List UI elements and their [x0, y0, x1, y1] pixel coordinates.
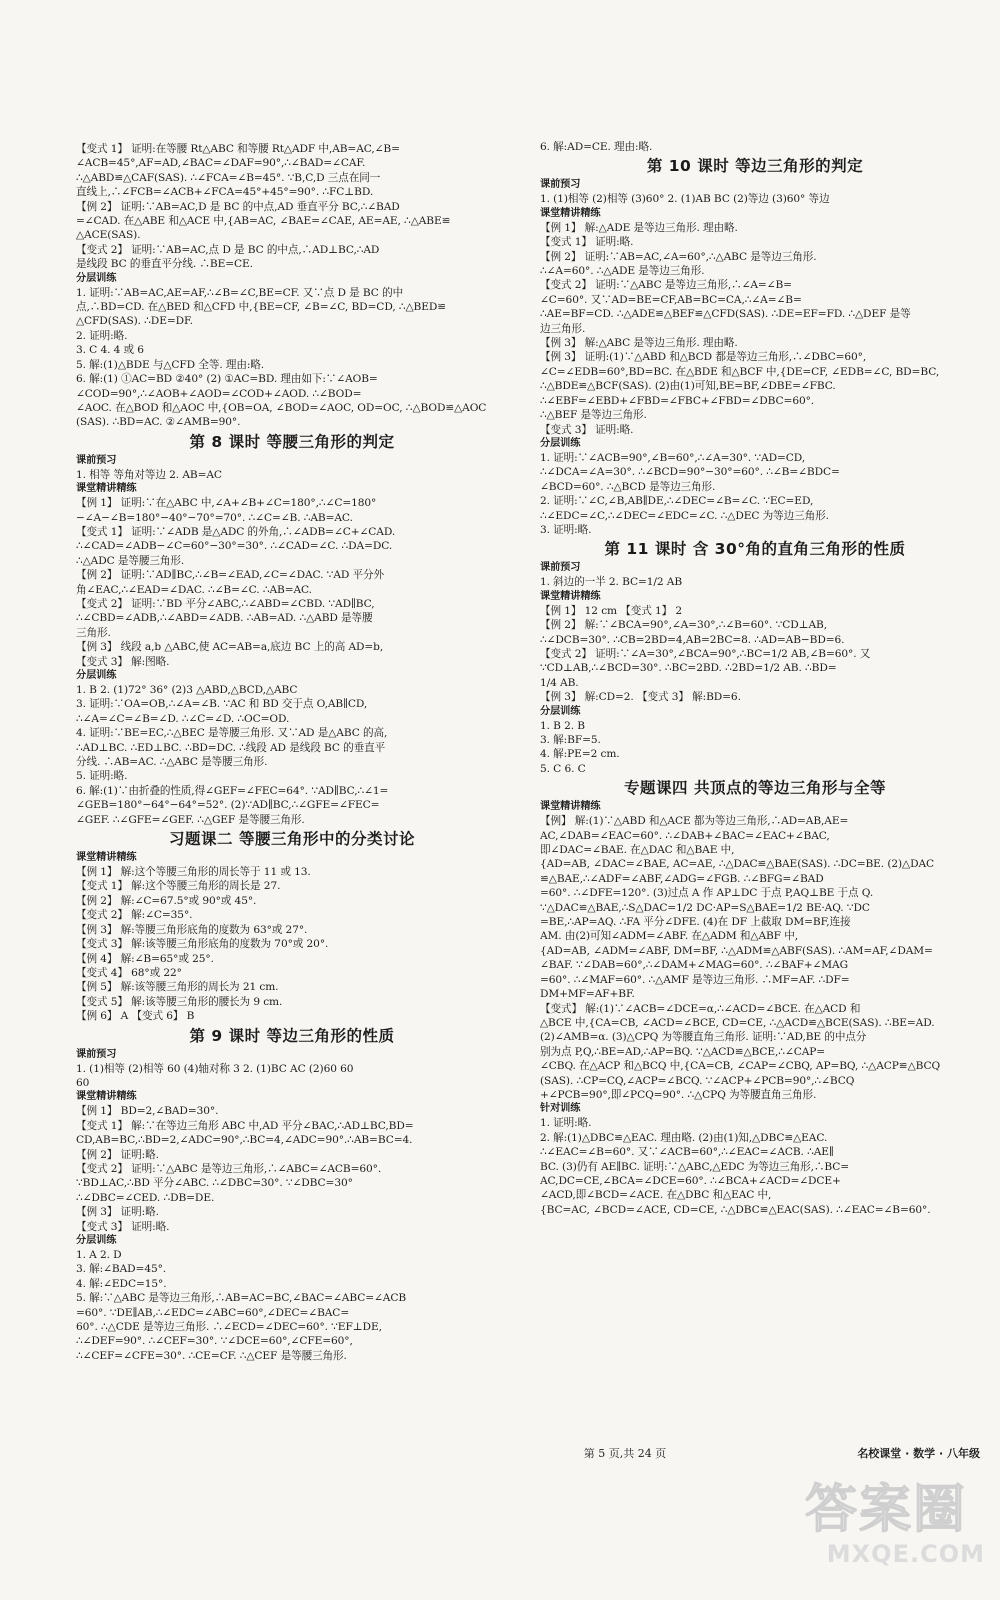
section-heading: 习题课二 等腰三角形中的分类讨论	[169, 830, 415, 849]
answer-line: 别为点 P,Q,∴BE=AD,∴AP=BQ. ∵△ACD≌△BCE,∴∠CAP=	[540, 1045, 826, 1058]
left-column	[76, 142, 508, 1363]
answer-line: 60°. ∴△CDE 是等边三角形. ∴∠ECD=∠DEC=60°. ∵EF⊥DE,	[76, 1321, 382, 1334]
answer-line: ∴∠EBF=∠EBD+∠FBD=∠FBC+∠FBD=∠DBC=60°.	[540, 394, 815, 407]
answer-line: AM. 由(2)可知∠ADM=∠ABF. 在△ADM 和△ABF 中,	[540, 930, 798, 943]
section-heading: 第 8 课时 等腰三角形的判定	[189, 432, 395, 451]
answer-line: 2. 证明:∵∠C,∠B,AB∥DE,∴∠DEC=∠B=∠C. ∵EC=ED,	[540, 495, 814, 508]
answer-line: 5. 解:∵△ABC 是等边三角形,∴AB=AC=BC,∠BAC=∠ABC=∠ACB	[76, 1292, 407, 1305]
answer-line: ∵BD⊥AC,∴BD 平分∠ABC. ∴∠DBC=30°. ∵∠DBC=30°	[76, 1177, 353, 1190]
answer-line: 【变式 1】 解:∵在等边三角形 ABC 中,AD 平分∠BAC,∴AD⊥BC,BD=	[76, 1119, 414, 1132]
answer-line: 4. 证明:∵BE=EC,∴△BEC 是等腰三角形. 又∵AD 是△ABC 的高,	[76, 727, 388, 740]
right-column	[540, 140, 970, 1217]
watermark-url: MXQE.COM	[826, 1540, 985, 1568]
answer-line: (2)∠AMB=α. (3)△CPQ 为等腰直角三角形. 证明:∵AD,BE 的中点分	[540, 1031, 867, 1044]
answer-line: =BE,∴AP=AQ. ∴FA 平分∠DFE. (4)在 DF 上截取 DM=BF,连接	[540, 916, 851, 929]
answer-line: 1. B 2. B	[540, 719, 585, 732]
answer-line: 【例 2】 证明:∵AB=AC,D 是 BC 的中点,AD 垂直平分 BC,∴∠BAD	[76, 200, 400, 213]
section-heading: 第 9 课时 等边三角形的性质	[189, 1026, 395, 1045]
answer-line: 【变式 3】 解:该等腰三角形底角的度数为 70°或 20°.	[76, 938, 329, 951]
answer-line: △BCE 中,{CA=CB, ∠ACD=∠BCE, CD=CE, ∴△ACD≌△BCE(SAS). ∴BE=AD.	[540, 1016, 935, 1029]
answer-line: 5. 解:(1)△BDE 与△CFD 全等. 理由:略.	[76, 358, 265, 371]
section-heading: 专题课四 共顶点的等边三角形与全等	[624, 779, 886, 798]
answer-line: ∴∠DBC=∠CED. ∴DB=DE.	[76, 1191, 215, 1204]
answer-line: AC,DC=CE,∠BCA=∠DCE=60°. ∴∠BCA+∠ACD=∠DCE+	[540, 1174, 841, 1187]
answer-line: 5. C 6. C	[540, 762, 586, 775]
answer-line: 6. 解:(1)∵由折叠的性质,得∠GEF=∠FEC=64°. ∵AD∥BC,∴∠1=	[76, 784, 389, 797]
answer-line: 3. 解:∠BAD=45°.	[76, 1263, 167, 1276]
answer-line: 【变式 2】 证明:∵∠A=30°,∠BCA=90°,∴BC=1/2 AB,∠B=60°. 又	[540, 647, 871, 660]
subsection-label: 分层训练	[76, 670, 117, 681]
answer-line: 【变式 2】 证明:∵BD 平分∠ABC,∴∠ABD=∠CBD. ∵AD∥BC,	[76, 597, 375, 610]
answer-line: ∠BAF. ∵∠DAB=60°,∴∠DAM+∠MAG=60°. ∴∠BAF+∠MAG	[540, 959, 848, 972]
answer-line: ∵△DAC≌△BAE,∴S△DAC=1/2 DC·AP=S△BAE=1/2 BE·AQ. ∵DC	[540, 901, 870, 914]
answer-line: −∠A−∠B=180°−40°−70°=70°. ∴∠C=∠B. ∴AB=AC.	[76, 511, 353, 524]
subsection-label: 课堂精讲精练	[540, 590, 601, 602]
answer-line: 【变式 4】 68°或 22°	[76, 966, 182, 979]
answer-line: 6. 解:(1) ①AC=BD ②40° (2) ①AC=BD. 理由如下:∵∠AOB=	[76, 373, 378, 386]
subsection-label: 课前预习	[76, 454, 117, 466]
answer-line: ∵CD⊥AB,∴∠BCD=30°. ∴BC=2BD. ∴2BD=1/2 AB. ∴BD=	[540, 662, 837, 675]
book-title: 名校课堂 · 数学 · 八年级	[857, 1447, 980, 1460]
answer-line: ∴∠CAD=∠ADB−∠C=60°−30°=30°. ∴∠CAD=∠C. ∴DA=DC.	[76, 540, 393, 553]
answer-line: 2. 解:(1)△DBC≌△EAC. 理由略. (2)由(1)知,△DBC≌△EAC.	[540, 1131, 828, 1144]
answer-line: △ACE(SAS).	[76, 229, 141, 242]
subsection-label: 课堂精讲精练	[76, 1091, 137, 1103]
answer-line: ∠BCD=60°. ∴△BCD 是等边三角形.	[540, 480, 716, 493]
subsection-label: 分层训练	[76, 272, 117, 284]
answer-line: 1. (1)相等 (2)相等 60 (4)轴对称 3 2. (1)BC AC (2)60 60	[76, 1062, 354, 1075]
answer-line: ∴△BDE≌△BCF(SAS). (2)由(1)可知,BE=BF,∠DBE=∠FBC.	[540, 380, 836, 393]
answer-line: 【变式】 解:(1)∵∠ACB=∠DCE=α,∴∠ACD=∠BCE. 在△ACD 和	[540, 1002, 861, 1015]
answer-line: 【变式 1】 证明:在等腰 Rt△ABC 和等腰 Rt△ADF 中,AB=AC,∠B=	[76, 143, 400, 155]
answer-line: ∴∠CEF=∠CFE=30°. ∴CE=CF. ∴△CEF 是等腰三角形.	[76, 1349, 347, 1362]
answer-line: 1/4 AB.	[540, 676, 579, 689]
answer-line: ∴AD⊥BC. ∴ED⊥BC. ∴BD=DC. ∴线段 AD 是线段 BC 的垂直平	[76, 741, 386, 754]
answer-line: 5. 证明:略.	[76, 770, 128, 783]
answer-line: 【变式 2】 解:∠C=35°.	[76, 909, 193, 922]
answer-line: 6. 解:AD=CE. 理由:略.	[540, 141, 653, 153]
subsection-label: 分层训练	[540, 705, 581, 717]
answer-line: 【例 3】 证明:略.	[76, 1206, 159, 1219]
answer-line: ∠COD=90°,∴∠AOB+∠AOD=∠COD+∠AOD. ∴∠BOD=	[76, 387, 362, 400]
answer-line: 【变式 1】 证明:略.	[540, 236, 634, 249]
subsection-label: 针对训练	[540, 1103, 581, 1115]
answer-line: (SAS). ∴CP=CQ,∠ACP=∠BCQ. ∵∠ACP+∠PCB=90°,∴∠BCQ	[540, 1074, 855, 1087]
answer-line: 直线上,∴∠FCB=∠ACB+∠FCA=45°+45°=90°. ∴FC⊥BD.	[76, 186, 374, 199]
section-heading: 第 11 课时 含 30°角的直角三角形的性质	[604, 540, 906, 559]
watermark-text: 答案圈	[805, 1480, 968, 1540]
answer-line: =60°. ∴∠MAF=60°. ∴△AMF 是等边三角形. ∴MF=AF. ∴DF=	[540, 973, 850, 986]
subsection-label: 课前预习	[540, 179, 581, 191]
answer-line: ∴∠EDC=∠C,∴∠DEC=∠EDC=∠C. ∴△DEC 为等边三角形.	[540, 509, 829, 522]
answer-line: △CFD(SAS). ∴DE=DF.	[76, 315, 193, 328]
answer-line: 【例 2】 证明:∵AB=AC,∠A=60°,∴△ABC 是等边三角形.	[540, 250, 817, 263]
answer-line: 【例 2】 证明:略.	[76, 1148, 159, 1161]
answer-line: ∠GEF. ∴∠GFE=∠GEF. ∴△GEF 是等腰三角形.	[76, 813, 305, 826]
answer-line: {AD=AB, ∠ADM=∠ABF, DM=BF, ∴△ADM≌△ABF(SAS). ∴AM=AF,∠DAM=	[540, 944, 933, 957]
page-number: 第 5 页,共 24 页	[583, 1447, 667, 1460]
answer-line: 【例 1】 解:这个等腰三角形的周长等于 11 或 13.	[76, 866, 311, 879]
answer-line: 角∠EAC,∴∠EAD=∠DAC. ∴∠B=∠C. ∴AB=AC.	[76, 583, 312, 596]
answer-line: 【例】 解:(1)∵△ABD 和△ACE 都为等边三角形,∴AD=AB,AE=	[540, 815, 849, 828]
answer-line: 1. A 2. D	[76, 1249, 122, 1261]
answer-line: 2. 证明:略.	[76, 329, 128, 342]
subsection-label: 课前预习	[540, 562, 581, 574]
answer-line: 4. 解:PE=2 cm.	[540, 748, 620, 761]
answer-line: 【变式 2】 证明:∵AB=AC,点 D 是 BC 的中点,∴AD⊥BC,∴AD	[76, 243, 380, 256]
answer-line: 【例 1】 BD=2,∠BAD=30°.	[76, 1105, 219, 1118]
answer-line: {AD=AB, ∠DAC=∠BAE, AC=AE, ∴△DAC≌△BAE(SAS). ∴DC=BE. (2)△DAC	[540, 858, 935, 871]
answer-line: 1. B 2. (1)72° 36° (2)3 △ABD,△BCD,△ABC	[76, 684, 298, 696]
answer-line: 60	[76, 1076, 90, 1089]
answer-line: 【例 3】 解:等腰三角形底角的度数为 63°或 27°.	[76, 923, 308, 936]
answer-line: 【变式 3】 证明:略.	[76, 1220, 170, 1233]
answer-line: 【例 6】 A 【变式 6】 B	[76, 1010, 195, 1023]
answer-line: ∠C=∠EDB=60°,BD=BC. 在△BDE 和△BCF 中,{DE=CF, ∠EDB=∠C, BD=BC,	[540, 365, 940, 378]
answer-line: 【例 1】 证明:∵在△ABC 中,∠A+∠B+∠C=180°,∴∠C=180°	[76, 497, 377, 510]
subsection-label: 课堂精讲精练	[540, 207, 601, 219]
subsection-label: 分层训练	[76, 1235, 117, 1246]
answer-line: 【变式 3】 解:图略.	[76, 655, 170, 668]
answer-line: 【例 3】 解:△ABC 是等边三角形. 理由略.	[540, 337, 738, 350]
answer-line: =60°. ∵DE∥AB,∴∠EDC=∠ABC=60°,∠DEC=∠BAC=	[76, 1306, 350, 1319]
answer-line: 1. 斜边的一半 2. BC=1/2 AB	[540, 576, 683, 589]
answer-line: 【例 4】 解:∠B=65°或 25°.	[76, 952, 214, 965]
answer-line: +∠PCB=90°,即∠PCQ=90°. ∴△CPQ 为等腰直角三角形.	[540, 1088, 817, 1101]
section-heading: 第 10 课时 等边三角形的判定	[646, 157, 864, 176]
subsection-label: 课堂精讲精练	[540, 801, 601, 813]
answer-line: =60°. ∴∠DFE=120°. (3)过点 A 作 AP⊥DC 于点 P,AQ⊥BE 于点 Q.	[540, 887, 874, 900]
answer-line: ∴∠CBD=∠ADB,∴∠ABD=∠ADB. ∴AB=AD. ∴△ABD 是等腰	[76, 612, 373, 625]
subsection-label: 课堂精讲精练	[76, 483, 137, 495]
answer-line: 【例 2】 解:∠C=67.5°或 90°或 45°.	[76, 894, 257, 907]
answer-line: ∴∠DCA=∠A=30°. ∴∠BCD=90°−30°=60°. ∴∠B=∠BDC=	[540, 466, 840, 479]
answer-line: 1. (1)相等 (2)相等 (3)60° 2. (1)AB BC (2)等边 (3)60° 等边	[540, 193, 830, 206]
answer-line: 【例 3】 解:CD=2. 【变式 3】 解:BD=6.	[540, 691, 741, 704]
answer-line: ∠ACB=45°,AF=AD,∠BAC=∠DAF=90°,∴∠BAD=∠CAF.	[76, 157, 366, 170]
answer-line: {BC=AC, ∠BCD=∠ACE, CD=CE, ∴△DBC≌△EAC(SAS). ∴∠EAC=∠B=60°.	[540, 1203, 931, 1216]
answer-line: 3. 证明:略.	[540, 523, 592, 536]
answer-line: 即∠DAC=∠BAE. 在△DAC 和△BAE 中,	[540, 844, 735, 857]
answer-line: ∴△ADC 是等腰三角形.	[76, 554, 185, 567]
answer-line: 1. 相等 等角对等边 2. AB=AC	[76, 468, 222, 481]
answer-line: 【例 2】 解:∵∠BCA=90°,∠A=30°,∴∠B=60°. ∵CD⊥AB,	[540, 619, 827, 632]
subsection-label: 分层训练	[540, 437, 581, 449]
subsection-label: 课前预习	[76, 1048, 117, 1060]
answer-line: 4. 解:∠EDC=15°.	[76, 1277, 167, 1290]
answer-line: ∴△BEF 是等边三角形.	[540, 409, 647, 422]
answer-line: 【例 3】 线段 a,b △ABC,使 AC=AB=a,底边 BC 上的高 AD=b,	[76, 641, 384, 654]
answer-line: 3. 解:BF=5.	[540, 734, 601, 746]
answer-line: AC,∠DAB=∠EAC=60°. ∴∠DAB+∠BAC=∠EAC+∠BAC,	[540, 829, 830, 842]
answer-line: 点,∴BD=CD. 在△BED 和△CFD 中,{BE=CF, ∠B=∠C, BD=CD, ∴△BED≌	[76, 301, 447, 314]
answer-line: ∴∠DEF=90°. ∴∠CEF=30°. ∵∠DCE=60°,∠CFE=60°,	[76, 1335, 353, 1348]
answer-line: 【例 2】 证明:∵AD∥BC,∴∠B=∠EAD,∠C=∠DAC. ∵AD 平分外	[76, 569, 385, 582]
answer-line: ∠GEB=180°−64°−64°=52°. (2)∵AD∥BC,∴∠GFE=∠FEC=	[76, 799, 380, 812]
answer-line: 【变式 3】 证明:略.	[540, 423, 634, 436]
answer-line: 1. 证明:略.	[540, 1117, 592, 1130]
answer-line: ∴∠DCB=30°. ∴CB=2BD=4,AB=2BC=8. ∴AD=AB−BD=6.	[540, 633, 845, 646]
answer-line: 【变式 1】 解:这个等腰三角形的周长是 27.	[76, 880, 281, 893]
answer-line: 【变式 2】 证明:∵△ABC 是等边三角形,∴∠ABC=∠ACB=60°.	[76, 1162, 382, 1175]
answer-line: CD,AB=BC,∴BD=2,∠ADC=90°,∴BC=4,∠ADC=90°.∴AB=BC=4.	[76, 1134, 413, 1147]
answer-line: 【变式 5】 解:该等腰三角形的腰长为 9 cm.	[76, 995, 283, 1008]
answer-line: ∴△ABD≌△CAF(SAS). ∴∠FCA=∠B=45°. ∵B,C,D 三点在同一	[76, 171, 381, 184]
answer-line: ∠AOC. 在△BOD 和△AOC 中,{OB=OA, ∠BOD=∠AOC, OD=OC, ∴△BOD≌△AOC	[76, 401, 487, 414]
answer-line: ∴∠EAC=∠B=60°. 又∵∠ACB=60°,∴∠EAC=∠ACB. ∴AE∥	[540, 1146, 834, 1159]
subsection-label: 课堂精讲精练	[76, 852, 137, 864]
answer-line: 【例 3】 证明:(1)∵△ABD 和△BCD 都是等边三角形,∴∠DBC=60°,	[540, 351, 867, 364]
answer-line: ∴AE=BF=CD. ∴△ADE≌△BEF≌△CFD(SAS). ∴DE=EF=FD. ∴△DEF 是等	[540, 308, 911, 321]
answer-line: 3. 证明:∵OA=OB,∴∠A=∠B. ∵AC 和 BD 交于点 O,AB∥CD,	[76, 698, 368, 711]
answer-line: ∠CBQ. 在△ACP 和△BCQ 中,{CA=CB, ∠CAP=∠CBQ, AP=BQ, ∴△ACP≌△BCQ	[540, 1060, 941, 1073]
answer-line: 【例 1】 12 cm 【变式 1】 2	[540, 604, 683, 617]
answer-line: 【变式 2】 证明:∵△ABC 是等边三角形,∴∠A=∠B=	[540, 279, 792, 292]
answer-line: 分线. ∴AB=AC. ∴△ABC 是等腰三角形.	[76, 756, 268, 769]
answer-line: ∴∠A=60°. ∴△ADE 是等边三角形.	[540, 265, 705, 278]
answer-line: 1. 证明:∵∠ACB=90°,∠B=60°,∴∠A=30°. ∵AD=CD,	[540, 451, 806, 464]
answer-line: 是线段 BC 的垂直平分线. ∴BE=CE.	[76, 258, 253, 271]
answer-line: 【变式 1】 证明:∵∠ADB 是△ADC 的外角,∴∠ADB=∠C+∠CAD.	[76, 525, 396, 538]
answer-line: ∴∠A=∠C=∠B=∠D. ∴∠C=∠D. ∴OC=OD.	[76, 712, 290, 725]
answer-line: DM+MF=AF+BF.	[540, 988, 635, 1001]
answer-line: 边三角形.	[540, 322, 586, 335]
answer-line: =∠CAD. 在△ABE 和△ACE 中,{AB=AC, ∠BAE=∠CAE, AE=AE, ∴△ABE≌	[76, 215, 451, 228]
answer-line: (SAS). ∴BD=AC. ②∠AMB=90°.	[76, 416, 241, 429]
answer-line: 【例 1】 解:△ADE 是等边三角形. 理由略.	[540, 221, 738, 234]
watermark-logo	[805, 1480, 985, 1585]
answer-line: ∠ACD,即∠BCD=∠ACE. 在△DBC 和△EAC 中,	[540, 1189, 772, 1202]
answer-line: 1. 证明:∵AB=AC,AE=AF,∴∠B=∠C,BE=CF. 又∵点 D 是 BC 的中	[76, 286, 404, 299]
answer-line: 三角形.	[76, 626, 111, 639]
answer-line: BC. (3)仍有 AE∥BC. 证明:∵△ABC,△EDC 为等边三角形,∴BC=	[540, 1160, 850, 1173]
answer-line: 3. C 4. 4 或 6	[76, 344, 144, 357]
answer-line: ≌△BAE,∴∠ADF=∠ABF,∠ADG=∠FGB. ∴∠BFG=∠BAD	[540, 872, 824, 885]
answer-line: 【例 5】 解:该等腰三角形的周长为 21 cm.	[76, 981, 279, 994]
answer-line: ∠C=60°. 又∵AD=BE=CF,AB=BC=CA,∴∠A=∠B=	[540, 293, 802, 306]
